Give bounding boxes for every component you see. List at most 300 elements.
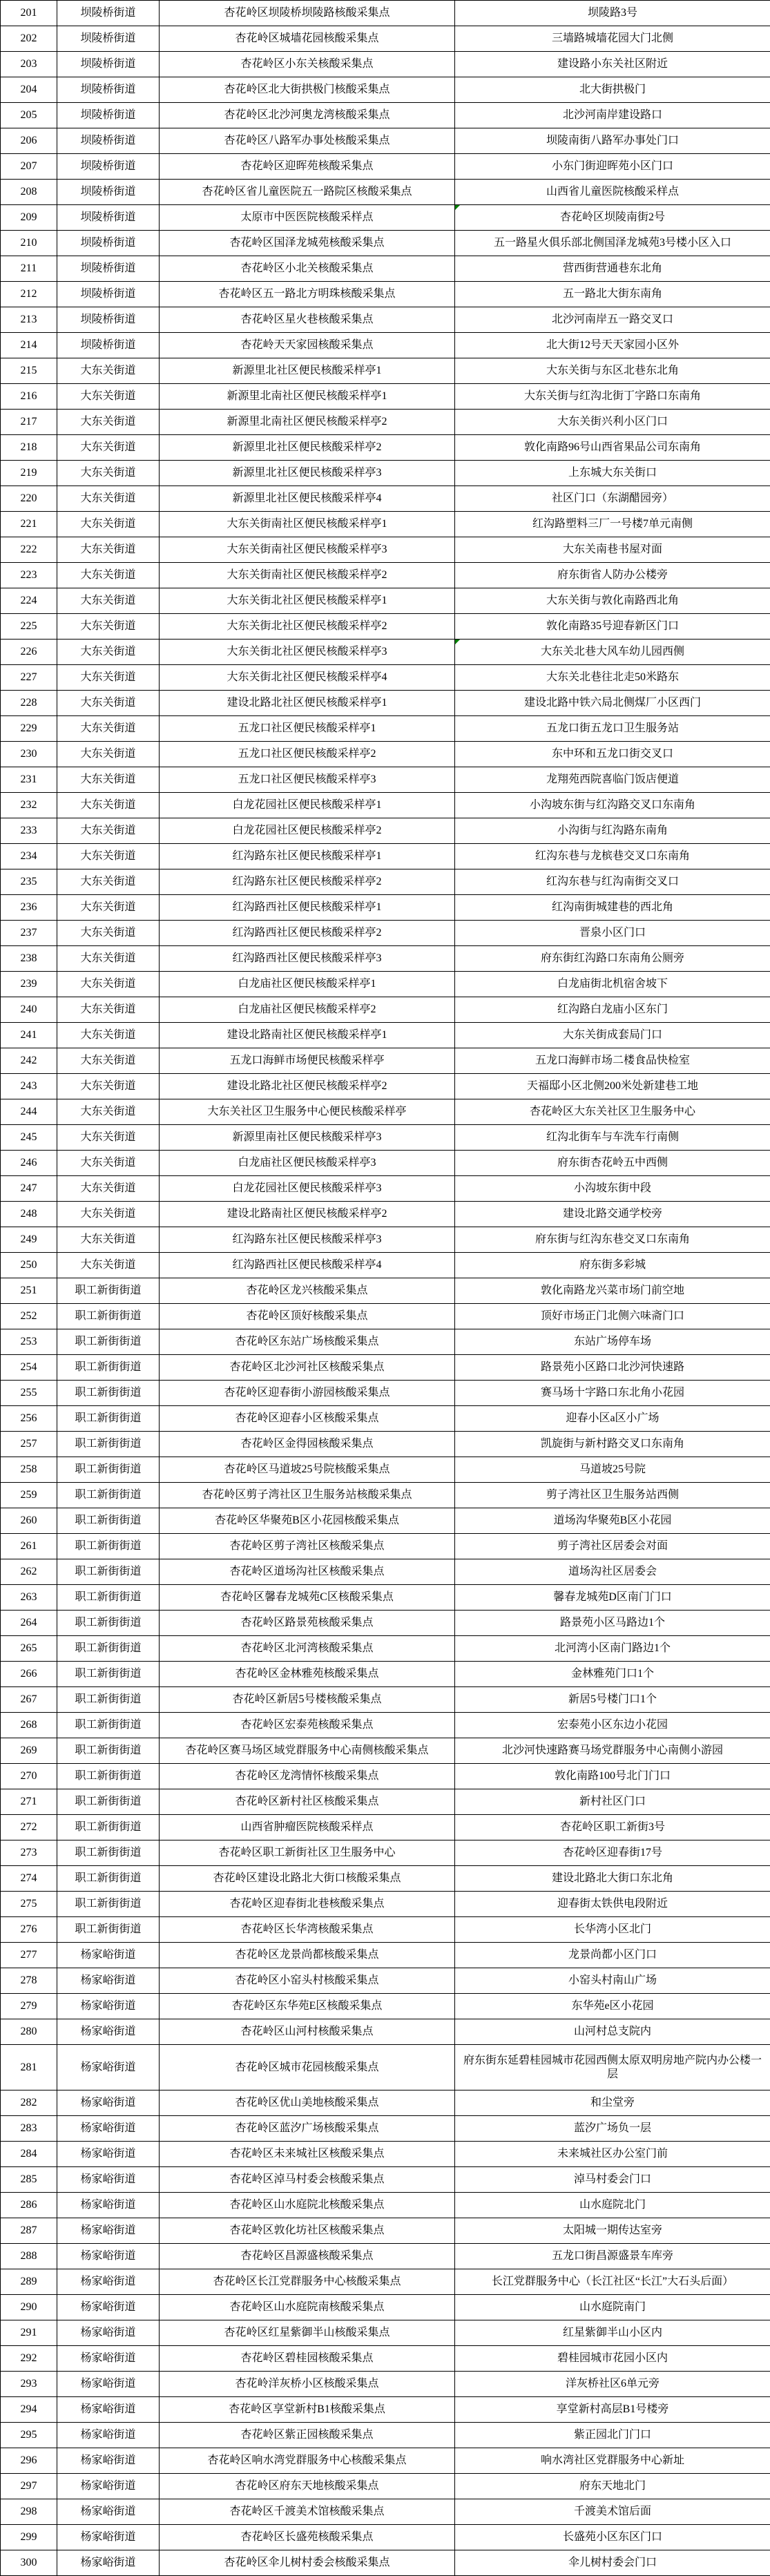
address-cell[interactable]: 长华湾小区北门	[455, 1917, 770, 1943]
site-name-cell[interactable]: 杏花岭区响水湾党群服务中心核酸采集点	[160, 2448, 455, 2474]
row-number-cell[interactable]: 232	[1, 793, 57, 818]
site-name-cell[interactable]: 白龙庙社区便民核酸采样亭3	[160, 1151, 455, 1176]
row-number-cell[interactable]: 209	[1, 205, 57, 231]
street-cell[interactable]: 大东关街道	[57, 869, 160, 895]
address-cell[interactable]: 道场沟社区居委会	[455, 1559, 770, 1585]
row-number-cell[interactable]: 252	[1, 1304, 57, 1329]
row-number-cell[interactable]: 276	[1, 1917, 57, 1943]
street-cell[interactable]: 大东关街道	[57, 1227, 160, 1253]
address-cell[interactable]: 红星紫御半山小区内	[455, 2320, 770, 2346]
address-cell[interactable]: 五龙口街五龙口卫生服务站	[455, 716, 770, 742]
site-name-cell[interactable]: 杏花岭区剪子湾社区卫生服务站核酸采集点	[160, 1483, 455, 1508]
site-name-cell[interactable]: 杏花岭区道场沟社区核酸采集点	[160, 1559, 455, 1585]
site-name-cell[interactable]: 杏花岭区红星紫御半山核酸采集点	[160, 2320, 455, 2346]
site-name-cell[interactable]: 杏花岭区长江党群服务中心核酸采集点	[160, 2269, 455, 2295]
street-cell[interactable]: 职工新街街道	[57, 1815, 160, 1840]
address-cell[interactable]: 山西省儿童医院核酸采样点	[455, 180, 770, 205]
address-cell[interactable]: 五龙口海鲜市场二楼食品快检室	[455, 1048, 770, 1074]
site-name-cell[interactable]: 红沟路西社区便民核酸采样亭4	[160, 1253, 455, 1278]
street-cell[interactable]: 职工新街街道	[57, 1432, 160, 1457]
street-cell[interactable]: 职工新街街道	[57, 1866, 160, 1892]
address-cell[interactable]: 赛马场十字路口东北角小花园	[455, 1381, 770, 1406]
site-name-cell[interactable]: 五龙口社区便民核酸采样亭2	[160, 742, 455, 767]
address-cell[interactable]: 大东关街与红沟北街丁字路口东南角	[455, 384, 770, 410]
address-cell[interactable]: 北大街12号天天家园小区外	[455, 333, 770, 358]
site-name-cell[interactable]: 大东关街南社区便民核酸采样亭2	[160, 563, 455, 588]
row-number-cell[interactable]: 259	[1, 1483, 57, 1508]
row-number-cell[interactable]: 233	[1, 818, 57, 844]
row-number-cell[interactable]: 261	[1, 1534, 57, 1559]
site-name-cell[interactable]: 杏花岭区北大街拱极门核酸采集点	[160, 77, 455, 103]
site-name-cell[interactable]: 杏花岭区顶好核酸采集点	[160, 1304, 455, 1329]
street-cell[interactable]: 大东关街道	[57, 895, 160, 921]
row-number-cell[interactable]: 243	[1, 1074, 57, 1099]
row-number-cell[interactable]: 268	[1, 1713, 57, 1738]
site-name-cell[interactable]: 杏花岭区新村社区核酸采集点	[160, 1789, 455, 1815]
row-number-cell[interactable]: 214	[1, 333, 57, 358]
site-name-cell[interactable]: 大东关街北社区便民核酸采样亭3	[160, 640, 455, 665]
site-name-cell[interactable]: 杏花岭区紫正园核酸采集点	[160, 2423, 455, 2448]
site-name-cell[interactable]: 杏花岭区剪子湾社区核酸采集点	[160, 1534, 455, 1559]
row-number-cell[interactable]: 272	[1, 1815, 57, 1840]
street-cell[interactable]: 大东关街道	[57, 384, 160, 410]
street-cell[interactable]: 杨家峪街道	[57, 2448, 160, 2474]
street-cell[interactable]: 杨家峪街道	[57, 1943, 160, 1968]
street-cell[interactable]: 大东关街道	[57, 1048, 160, 1074]
row-number-cell[interactable]: 283	[1, 2116, 57, 2142]
street-cell[interactable]: 职工新街街道	[57, 1789, 160, 1815]
row-number-cell[interactable]: 269	[1, 1738, 57, 1764]
row-number-cell[interactable]: 258	[1, 1457, 57, 1483]
address-cell[interactable]: 社区门口（东湖醋园旁）	[455, 486, 770, 512]
address-cell[interactable]: 剪子湾社区居委会对面	[455, 1534, 770, 1559]
address-cell[interactable]: 洋灰桥社区6单元旁	[455, 2372, 770, 2397]
row-number-cell[interactable]: 236	[1, 895, 57, 921]
address-cell[interactable]: 府东街省人防办公楼旁	[455, 563, 770, 588]
address-cell[interactable]: 营西街营通巷东北角	[455, 256, 770, 282]
site-name-cell[interactable]: 杏花岭区昌源盛核酸采集点	[160, 2244, 455, 2269]
street-cell[interactable]: 杨家峪街道	[57, 2525, 160, 2550]
street-cell[interactable]: 大东关街道	[57, 716, 160, 742]
site-name-cell[interactable]: 建设北路南社区便民核酸采样亭2	[160, 1202, 455, 1227]
row-number-cell[interactable]: 293	[1, 2372, 57, 2397]
street-cell[interactable]: 大东关街道	[57, 665, 160, 691]
row-number-cell[interactable]: 281	[1, 2045, 57, 2090]
address-cell[interactable]: 剪子湾社区卫生服务站西侧	[455, 1483, 770, 1508]
site-name-cell[interactable]: 杏花岭区府东天地核酸采集点	[160, 2474, 455, 2499]
site-name-cell[interactable]: 杏花岭区华聚苑B区小花园核酸采集点	[160, 1508, 455, 1534]
street-cell[interactable]: 大东关街道	[57, 972, 160, 997]
site-name-cell[interactable]: 大东关街北社区便民核酸采样亭1	[160, 588, 455, 614]
street-cell[interactable]: 大东关街道	[57, 844, 160, 869]
site-name-cell[interactable]: 杏花岭区迎春街小游园核酸采集点	[160, 1381, 455, 1406]
row-number-cell[interactable]: 279	[1, 1994, 57, 2019]
site-name-cell[interactable]: 杏花岭区北河湾核酸采集点	[160, 1636, 455, 1662]
address-cell[interactable]: 金林雅苑门口1个	[455, 1662, 770, 1687]
site-name-cell[interactable]: 杏花岭区北沙河社区核酸采集点	[160, 1355, 455, 1381]
address-cell[interactable]: 府东街红沟路口东南角公厕旁	[455, 946, 770, 972]
street-cell[interactable]: 大东关街道	[57, 1151, 160, 1176]
street-cell[interactable]: 大东关街道	[57, 1202, 160, 1227]
row-number-cell[interactable]: 239	[1, 972, 57, 997]
street-cell[interactable]: 大东关街道	[57, 410, 160, 435]
address-cell[interactable]: 北沙河南岸五一路交叉口	[455, 307, 770, 333]
site-name-cell[interactable]: 红沟路西社区便民核酸采样亭3	[160, 946, 455, 972]
address-cell[interactable]: 建设北路北大街口东北角	[455, 1866, 770, 1892]
row-number-cell[interactable]: 298	[1, 2499, 57, 2525]
address-cell[interactable]: 蓝汐广场负一层	[455, 2116, 770, 2142]
address-cell[interactable]: 府东街杏花岭五中西侧	[455, 1151, 770, 1176]
street-cell[interactable]: 杨家峪街道	[57, 2116, 160, 2142]
site-name-cell[interactable]: 红沟路东社区便民核酸采样亭2	[160, 869, 455, 895]
site-name-cell[interactable]: 杏花岭区敦化坊社区核酸采集点	[160, 2218, 455, 2244]
site-name-cell[interactable]: 杏花岭区小东关核酸采集点	[160, 52, 455, 77]
row-number-cell[interactable]: 284	[1, 2142, 57, 2167]
street-cell[interactable]: 坝陵桥街道	[57, 307, 160, 333]
street-cell[interactable]: 杨家峪街道	[57, 2372, 160, 2397]
street-cell[interactable]: 杨家峪街道	[57, 2045, 160, 2090]
site-name-cell[interactable]: 杏花岭区蓝汐广场核酸采集点	[160, 2116, 455, 2142]
site-name-cell[interactable]: 杏花岭区龙景尚都核酸采集点	[160, 1943, 455, 1968]
address-cell[interactable]: 建设北路中铁六局北侧煤厂小区西门	[455, 691, 770, 716]
address-cell[interactable]: 山水庭院南门	[455, 2295, 770, 2320]
address-cell[interactable]: 淖马村委会门口	[455, 2167, 770, 2193]
site-name-cell[interactable]: 白龙庙社区便民核酸采样亭1	[160, 972, 455, 997]
address-cell[interactable]: 府东街东延碧桂园城市花园西侧太原双明房地产院内办公楼一层	[455, 2045, 770, 2090]
site-name-cell[interactable]: 大东关街南社区便民核酸采样亭1	[160, 512, 455, 537]
street-cell[interactable]: 职工新街街道	[57, 1329, 160, 1355]
address-cell[interactable]: 五一路星火俱乐部北侧国泽龙城苑3号楼小区入口	[455, 231, 770, 256]
row-number-cell[interactable]: 211	[1, 256, 57, 282]
row-number-cell[interactable]: 234	[1, 844, 57, 869]
row-number-cell[interactable]: 205	[1, 103, 57, 128]
address-cell[interactable]: 北沙河快速路赛马场党群服务中心南侧小游园	[455, 1738, 770, 1764]
street-cell[interactable]: 职工新街街道	[57, 1381, 160, 1406]
address-cell[interactable]: 迎春街太铁供电段附近	[455, 1892, 770, 1917]
row-number-cell[interactable]: 285	[1, 2167, 57, 2193]
row-number-cell[interactable]: 225	[1, 614, 57, 640]
row-number-cell[interactable]: 244	[1, 1099, 57, 1125]
street-cell[interactable]: 杨家峪街道	[57, 2346, 160, 2372]
row-number-cell[interactable]: 235	[1, 869, 57, 895]
site-name-cell[interactable]: 杏花岭区伞儿树村委会核酸采集点	[160, 2550, 455, 2576]
address-cell[interactable]: 路景苑小区马路边1个	[455, 1611, 770, 1636]
address-cell[interactable]: 龙景尚都小区门口	[455, 1943, 770, 1968]
row-number-cell[interactable]: 228	[1, 691, 57, 716]
address-cell[interactable]: 道场沟华聚苑B区小花园	[455, 1508, 770, 1534]
address-cell[interactable]: 伞儿树村委会门口	[455, 2550, 770, 2576]
address-cell[interactable]: 千渡美术馆后面	[455, 2499, 770, 2525]
row-number-cell[interactable]: 240	[1, 997, 57, 1023]
row-number-cell[interactable]: 299	[1, 2525, 57, 2550]
address-cell[interactable]: 三墙路城墙花园大门北侧	[455, 26, 770, 52]
site-name-cell[interactable]: 大东关街南社区便民核酸采样亭3	[160, 537, 455, 563]
site-name-cell[interactable]: 杏花岭区馨春龙城苑C区核酸采集点	[160, 1585, 455, 1611]
address-cell[interactable]: 大东关街兴利小区门口	[455, 410, 770, 435]
street-cell[interactable]: 杨家峪街道	[57, 1968, 160, 1994]
address-cell[interactable]: 东站广场停车场	[455, 1329, 770, 1355]
row-number-cell[interactable]: 271	[1, 1789, 57, 1815]
address-cell[interactable]: 杏花岭区大东关社区卫生服务中心	[455, 1099, 770, 1125]
address-cell[interactable]: 大东关北巷往北走50米路东	[455, 665, 770, 691]
site-name-cell[interactable]: 杏花岭区城市花园核酸采集点	[160, 2045, 455, 2090]
street-cell[interactable]: 大东关街道	[57, 435, 160, 461]
row-number-cell[interactable]: 289	[1, 2269, 57, 2295]
street-cell[interactable]: 大东关街道	[57, 512, 160, 537]
address-cell[interactable]: 坝陵南街八路军办事处门口	[455, 128, 770, 154]
street-cell[interactable]: 杨家峪街道	[57, 2295, 160, 2320]
site-name-cell[interactable]: 杏花岭区国泽龙城苑核酸采集点	[160, 231, 455, 256]
row-number-cell[interactable]: 297	[1, 2474, 57, 2499]
site-name-cell[interactable]: 新源里北南社区便民核酸采样亭2	[160, 410, 455, 435]
street-cell[interactable]: 大东关街道	[57, 358, 160, 384]
row-number-cell[interactable]: 270	[1, 1764, 57, 1789]
row-number-cell[interactable]: 218	[1, 435, 57, 461]
address-cell[interactable]: 红沟路塑料三厂一号楼7单元南侧	[455, 512, 770, 537]
row-number-cell[interactable]: 260	[1, 1508, 57, 1534]
address-cell[interactable]: 马道坡25号院	[455, 1457, 770, 1483]
street-cell[interactable]: 大东关街道	[57, 1099, 160, 1125]
site-name-cell[interactable]: 新源里北社区便民核酸采样亭4	[160, 486, 455, 512]
site-name-cell[interactable]: 杏花岭区八路军办事处核酸采集点	[160, 128, 455, 154]
address-cell[interactable]: 五龙口街昌源盛景车库旁	[455, 2244, 770, 2269]
row-number-cell[interactable]: 294	[1, 2397, 57, 2423]
site-name-cell[interactable]: 新源里北社区便民核酸采样亭3	[160, 461, 455, 486]
address-cell[interactable]: 敦化南路35号迎春新区门口	[455, 614, 770, 640]
street-cell[interactable]: 职工新街街道	[57, 1534, 160, 1559]
address-cell[interactable]: 府东街多彩城	[455, 1253, 770, 1278]
address-cell[interactable]: 和尘堂旁	[455, 2090, 770, 2116]
site-name-cell[interactable]: 杏花岭区碧桂园核酸采集点	[160, 2346, 455, 2372]
street-cell[interactable]: 职工新街街道	[57, 1278, 160, 1304]
street-cell[interactable]: 坝陵桥街道	[57, 128, 160, 154]
site-name-cell[interactable]: 五龙口海鲜市场便民核酸采样亭	[160, 1048, 455, 1074]
row-number-cell[interactable]: 201	[1, 1, 57, 26]
street-cell[interactable]: 职工新街街道	[57, 1713, 160, 1738]
street-cell[interactable]: 大东关街道	[57, 1074, 160, 1099]
address-cell[interactable]: 大东关街与敦化南路西北角	[455, 588, 770, 614]
site-name-cell[interactable]: 杏花岭区五一路北方明珠核酸采集点	[160, 282, 455, 307]
site-name-cell[interactable]: 红沟路东社区便民核酸采样亭1	[160, 844, 455, 869]
site-name-cell[interactable]: 红沟路东社区便民核酸采样亭3	[160, 1227, 455, 1253]
row-number-cell[interactable]: 249	[1, 1227, 57, 1253]
site-name-cell[interactable]: 杏花岭洋灰桥小区核酸采集点	[160, 2372, 455, 2397]
row-number-cell[interactable]: 213	[1, 307, 57, 333]
site-name-cell[interactable]: 杏花岭区迎春街北巷核酸采集点	[160, 1892, 455, 1917]
street-cell[interactable]: 大东关街道	[57, 588, 160, 614]
address-cell[interactable]: 未来城社区办公室门前	[455, 2142, 770, 2167]
site-name-cell[interactable]: 新源里北社区便民核酸采样亭2	[160, 435, 455, 461]
address-cell[interactable]: 长江党群服务中心（长江社区“长江”大石头后面）	[455, 2269, 770, 2295]
address-cell[interactable]: 碧桂园城市花园小区内	[455, 2346, 770, 2372]
site-name-cell[interactable]: 杏花岭区小北关核酸采集点	[160, 256, 455, 282]
address-cell[interactable]: 凯旋街与新村路交叉口东南角	[455, 1432, 770, 1457]
address-cell[interactable]: 东华苑e区小花园	[455, 1994, 770, 2019]
street-cell[interactable]: 坝陵桥街道	[57, 1, 160, 26]
address-cell[interactable]: 响水湾社区党群服务中心新址	[455, 2448, 770, 2474]
street-cell[interactable]: 大东关街道	[57, 742, 160, 767]
address-cell[interactable]: 大东关街与东区北巷东北角	[455, 358, 770, 384]
street-cell[interactable]: 坝陵桥街道	[57, 103, 160, 128]
row-number-cell[interactable]: 217	[1, 410, 57, 435]
street-cell[interactable]: 职工新街街道	[57, 1559, 160, 1585]
row-number-cell[interactable]: 246	[1, 1151, 57, 1176]
street-cell[interactable]: 坝陵桥街道	[57, 282, 160, 307]
address-cell[interactable]: 享堂新村高层B1号楼旁	[455, 2397, 770, 2423]
site-name-cell[interactable]: 杏花岭区建设北路北大街口核酸采集点	[160, 1866, 455, 1892]
row-number-cell[interactable]: 254	[1, 1355, 57, 1381]
site-name-cell[interactable]: 杏花岭天天家园核酸采集点	[160, 333, 455, 358]
row-number-cell[interactable]: 267	[1, 1687, 57, 1713]
site-name-cell[interactable]: 杏花岭区赛马场区域党群服务中心南侧核酸采集点	[160, 1738, 455, 1764]
address-cell[interactable]: 上东城大东关街口	[455, 461, 770, 486]
address-cell[interactable]: 北沙河南岸建设路口	[455, 103, 770, 128]
address-cell[interactable]: 建设路小东关社区附近	[455, 52, 770, 77]
address-cell[interactable]: 山水庭院北门	[455, 2193, 770, 2218]
row-number-cell[interactable]: 223	[1, 563, 57, 588]
address-cell[interactable]: 府东街与红沟东巷交叉口东南角	[455, 1227, 770, 1253]
site-name-cell[interactable]: 白龙花园社区便民核酸采样亭2	[160, 818, 455, 844]
street-cell[interactable]: 坝陵桥街道	[57, 180, 160, 205]
row-number-cell[interactable]: 266	[1, 1662, 57, 1687]
street-cell[interactable]: 杨家峪街道	[57, 2142, 160, 2167]
row-number-cell[interactable]: 288	[1, 2244, 57, 2269]
site-name-cell[interactable]: 杏花岭区长盛苑核酸采集点	[160, 2525, 455, 2550]
address-cell[interactable]: 新村社区门口	[455, 1789, 770, 1815]
address-cell[interactable]: 小窑头村南山广场	[455, 1968, 770, 1994]
site-name-cell[interactable]: 杏花岭区山水庭院南核酸采集点	[160, 2295, 455, 2320]
street-cell[interactable]: 大东关街道	[57, 563, 160, 588]
address-cell[interactable]: 杏花岭区坝陵南街2号	[455, 205, 770, 231]
street-cell[interactable]: 坝陵桥街道	[57, 154, 160, 180]
site-name-cell[interactable]: 白龙花园社区便民核酸采样亭3	[160, 1176, 455, 1202]
street-cell[interactable]: 大东关街道	[57, 818, 160, 844]
address-cell[interactable]: 敦化南路100号北门门口	[455, 1764, 770, 1789]
site-name-cell[interactable]: 杏花岭区迎晖苑核酸采集点	[160, 154, 455, 180]
site-name-cell[interactable]: 杏花岭区宏泰苑核酸采集点	[160, 1713, 455, 1738]
street-cell[interactable]: 职工新街街道	[57, 1585, 160, 1611]
street-cell[interactable]: 大东关街道	[57, 1125, 160, 1151]
address-cell[interactable]: 晋泉小区门口	[455, 921, 770, 946]
site-name-cell[interactable]: 大东关街北社区便民核酸采样亭2	[160, 614, 455, 640]
address-cell[interactable]: 红沟北街车与车洗车行南侧	[455, 1125, 770, 1151]
street-cell[interactable]: 职工新街街道	[57, 1483, 160, 1508]
address-cell[interactable]: 红沟南街城建巷的西北角	[455, 895, 770, 921]
street-cell[interactable]: 杨家峪街道	[57, 2499, 160, 2525]
address-cell[interactable]: 紫正园北门门口	[455, 2423, 770, 2448]
row-number-cell[interactable]: 296	[1, 2448, 57, 2474]
address-cell[interactable]: 新居5号楼门口1个	[455, 1687, 770, 1713]
address-cell[interactable]: 北河湾小区南门路边1个	[455, 1636, 770, 1662]
street-cell[interactable]: 杨家峪街道	[57, 2320, 160, 2346]
street-cell[interactable]: 坝陵桥街道	[57, 256, 160, 282]
row-number-cell[interactable]: 273	[1, 1840, 57, 1866]
row-number-cell[interactable]: 216	[1, 384, 57, 410]
site-name-cell[interactable]: 杏花岭区长华湾核酸采集点	[160, 1917, 455, 1943]
row-number-cell[interactable]: 207	[1, 154, 57, 180]
row-number-cell[interactable]: 237	[1, 921, 57, 946]
street-cell[interactable]: 大东关街道	[57, 691, 160, 716]
site-name-cell[interactable]: 建设北路北社区便民核酸采样亭1	[160, 691, 455, 716]
street-cell[interactable]: 杨家峪街道	[57, 1994, 160, 2019]
site-name-cell[interactable]: 杏花岭区坝陵桥坝陵路核酸采集点	[160, 1, 455, 26]
row-number-cell[interactable]: 212	[1, 282, 57, 307]
street-cell[interactable]: 坝陵桥街道	[57, 77, 160, 103]
site-name-cell[interactable]: 杏花岭区未来城社区核酸采集点	[160, 2142, 455, 2167]
street-cell[interactable]: 大东关街道	[57, 486, 160, 512]
street-cell[interactable]: 职工新街街道	[57, 1457, 160, 1483]
address-cell[interactable]: 东中环和五龙口街交叉口	[455, 742, 770, 767]
street-cell[interactable]: 职工新街街道	[57, 1892, 160, 1917]
street-cell[interactable]: 大东关街道	[57, 640, 160, 665]
street-cell[interactable]: 职工新街街道	[57, 1764, 160, 1789]
site-name-cell[interactable]: 五龙口社区便民核酸采样亭1	[160, 716, 455, 742]
street-cell[interactable]: 杨家峪街道	[57, 2550, 160, 2576]
street-cell[interactable]: 杨家峪街道	[57, 2397, 160, 2423]
street-cell[interactable]: 坝陵桥街道	[57, 52, 160, 77]
address-cell[interactable]: 山河村总支院内	[455, 2019, 770, 2045]
row-number-cell[interactable]: 295	[1, 2423, 57, 2448]
address-cell[interactable]: 红沟东巷与红沟南街交叉口	[455, 869, 770, 895]
row-number-cell[interactable]: 227	[1, 665, 57, 691]
row-number-cell[interactable]: 230	[1, 742, 57, 767]
address-cell[interactable]: 五一路北大街东南角	[455, 282, 770, 307]
row-number-cell[interactable]: 255	[1, 1381, 57, 1406]
street-cell[interactable]: 杨家峪街道	[57, 2167, 160, 2193]
street-cell[interactable]: 大东关街道	[57, 767, 160, 793]
street-cell[interactable]: 大东关街道	[57, 1023, 160, 1048]
address-cell[interactable]: 小沟坡东街与红沟路交叉口东南角	[455, 793, 770, 818]
row-number-cell[interactable]: 219	[1, 461, 57, 486]
address-cell[interactable]: 杏花岭区职工新街3号	[455, 1815, 770, 1840]
row-number-cell[interactable]: 275	[1, 1892, 57, 1917]
site-name-cell[interactable]: 新源里北社区便民核酸采样亭1	[160, 358, 455, 384]
row-number-cell[interactable]: 274	[1, 1866, 57, 1892]
street-cell[interactable]: 坝陵桥街道	[57, 205, 160, 231]
street-cell[interactable]: 杨家峪街道	[57, 2019, 160, 2045]
street-cell[interactable]: 职工新街街道	[57, 1917, 160, 1943]
site-name-cell[interactable]: 杏花岭区金得园核酸采集点	[160, 1432, 455, 1457]
address-cell[interactable]: 红沟路白龙庙小区东门	[455, 997, 770, 1023]
row-number-cell[interactable]: 208	[1, 180, 57, 205]
address-cell[interactable]: 龙翔苑西院喜临门饭店便道	[455, 767, 770, 793]
street-cell[interactable]: 大东关街道	[57, 946, 160, 972]
row-number-cell[interactable]: 203	[1, 52, 57, 77]
row-number-cell[interactable]: 204	[1, 77, 57, 103]
row-number-cell[interactable]: 263	[1, 1585, 57, 1611]
address-cell[interactable]: 馨春龙城苑D区南门门口	[455, 1585, 770, 1611]
site-name-cell[interactable]: 杏花岭区路景苑核酸采集点	[160, 1611, 455, 1636]
row-number-cell[interactable]: 278	[1, 1968, 57, 1994]
row-number-cell[interactable]: 256	[1, 1406, 57, 1432]
street-cell[interactable]: 坝陵桥街道	[57, 333, 160, 358]
street-cell[interactable]: 职工新街街道	[57, 1662, 160, 1687]
street-cell[interactable]: 坝陵桥街道	[57, 231, 160, 256]
site-name-cell[interactable]: 杏花岭区优山美地核酸采集点	[160, 2090, 455, 2116]
site-name-cell[interactable]: 太原市中医医院核酸采样点	[160, 205, 455, 231]
site-name-cell[interactable]: 五龙口社区便民核酸采样亭3	[160, 767, 455, 793]
site-name-cell[interactable]: 杏花岭区淖马村委会核酸采集点	[160, 2167, 455, 2193]
street-cell[interactable]: 职工新街街道	[57, 1687, 160, 1713]
row-number-cell[interactable]: 290	[1, 2295, 57, 2320]
street-cell[interactable]: 职工新街街道	[57, 1738, 160, 1764]
address-cell[interactable]: 迎春小区a区小广场	[455, 1406, 770, 1432]
row-number-cell[interactable]: 215	[1, 358, 57, 384]
address-cell[interactable]: 白龙庙街北机宿舍坡下	[455, 972, 770, 997]
site-name-cell[interactable]: 杏花岭区东华苑E区核酸采集点	[160, 1994, 455, 2019]
row-number-cell[interactable]: 202	[1, 26, 57, 52]
address-cell[interactable]: 大东关北巷大风车幼儿园西侧	[455, 640, 770, 665]
